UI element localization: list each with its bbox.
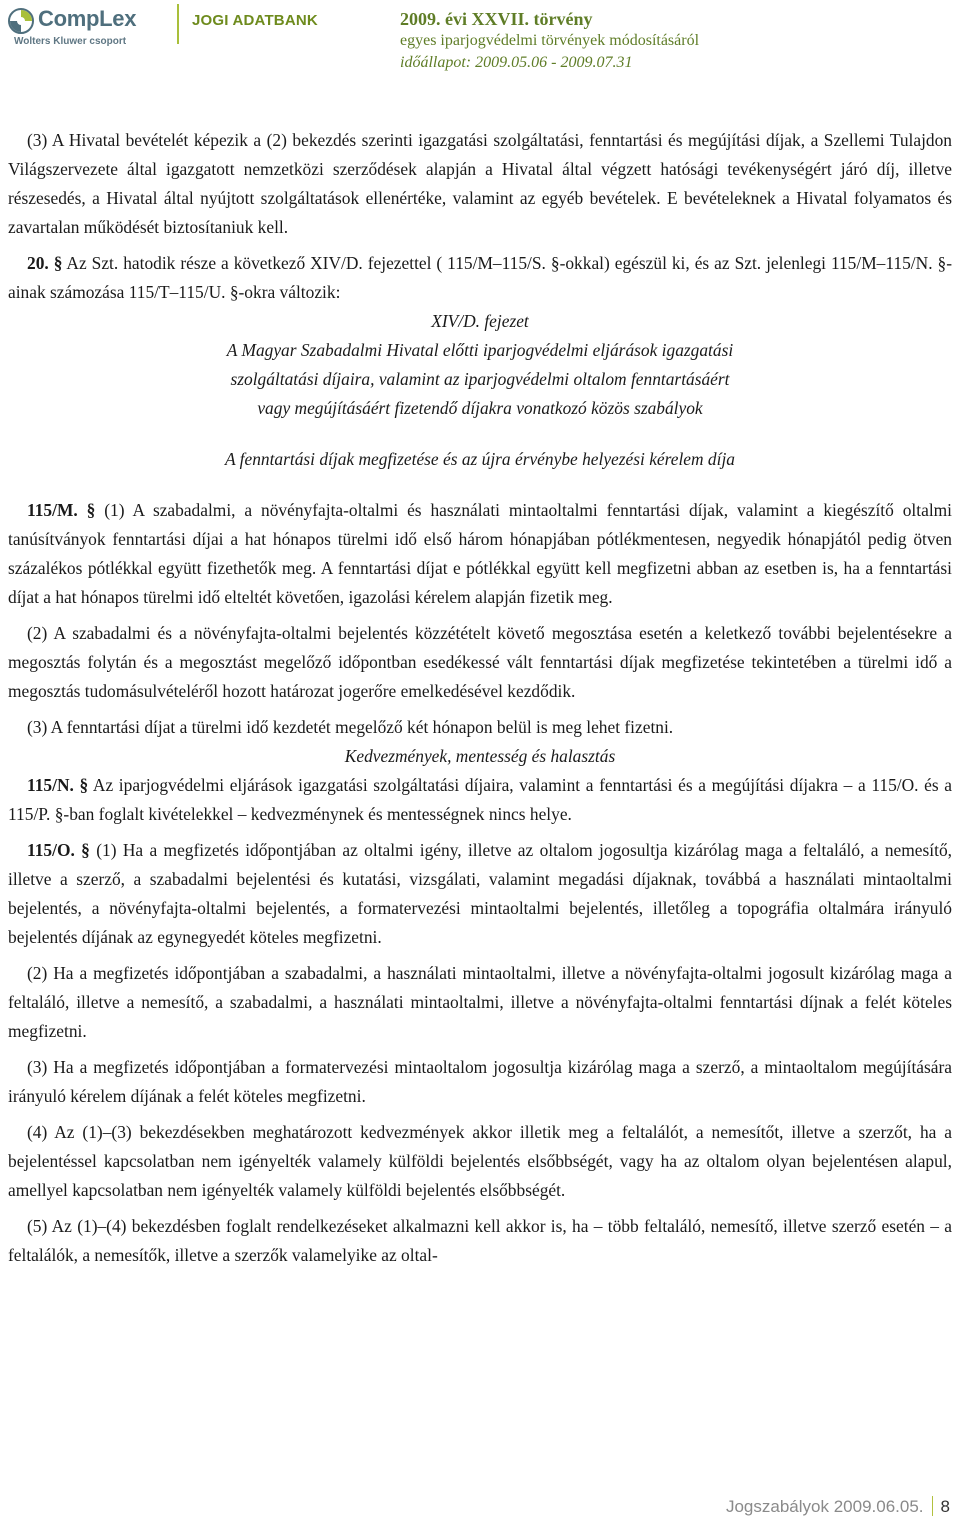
complex-logo-name: CompLex (38, 6, 137, 31)
chapter-title-line-3: vagy megújításáért fizetendő díjakra vonatkozó közös szabályok (257, 398, 703, 418)
section-20-text: Az Szt. hatodik része a következő XIV/D. fejezettel ( 115/M–115/S. §-okkal) egészül ki, és az Szt. jelenlegi 115/M–115/N. §-ainak számozása 115/T–115/U. §-okra változik: (8, 253, 953, 302)
document-subtitle: egyes iparjogvédelmi törvények módosításáról (400, 32, 700, 49)
page-number: 8 (940, 1497, 950, 1516)
document-state-date: időállapot: 2009.05.06 - 2009.07.31 (400, 54, 633, 71)
footer-label: Jogszabályok (725, 1497, 829, 1516)
paragraph-revenue: (3) A Hivatal bevételét képezik a (2) bekezdés szerinti igazgatási szolgáltatási, fenntartási és megújítási díjak, a Szellemi Tulajdon Világszervezete által igazgatott nemzetközi szerződések alapján a Hivatal által végzett hatósági tevékenységért járó díj, illetve részesedés, a Hivatal által nyújtott szolgáltatások ellenértéke, valamint az egyéb bevételek. E bevételeknek a Hivatal folyamatos és zavartalan működését biztosítaniuk kell. (8, 130, 952, 237)
chapter-title-line-1: A Magyar Szabadalmi Hivatal előtti iparjogvédelmi eljárások igazgatási (226, 340, 734, 360)
section-115o-para-5: (5) Az (1)–(4) bekezdésben foglalt rendelkezéseket alkalmazni kell akkor is, ha – több feltaláló, nemesítő, illetve szerző esetén – a feltalálók, a nemesítők, illetve a szerzők valamelyike az oltal- (8, 1216, 952, 1265)
logo-divider (177, 4, 179, 44)
section-115n-text: Az iparjogvédelmi eljárások igazgatási szolgáltatási díjaira, valamint a fenntartási és a megújítási díjakra – a 115/O. és a 115/P. §-ban foglalt kivételekkel – kedvezménynek és mentességnek nincs helye. (8, 775, 952, 824)
section-115o-para-2: (2) Ha a megfizetés időpontjában a szabadalmi, a használati mintaoltalmi, illetve a növényfajta-oltalmi jogosult kizárólag maga a feltaláló, illetve a nemesítő, a szabadalmi, a használati mintaoltalmi, illetve a növényfajta-oltalmi fenntartási díjnak a felét köteles megfizetni. (8, 963, 952, 1041)
section-20-number: 20. § (27, 253, 63, 273)
complex-logo (8, 6, 168, 46)
complex-logo-subtitle: Wolters Kluwer csoport (14, 36, 127, 47)
section-115o-para-4: (4) Az (1)–(3) bekezdésekben meghatározott kedvezmények akkor illetik meg a feltalálót, a nemesítőt, illetve a szerzőt, ha a bejelentéssel kapcsolatban nem igényelték valamely külföldi bejelentés elsőbbségét, vagy ha az oltalom olyan bejelentésen alapul, amellyel kapcsolatban nem igényelték valamely külföldi bejelentés elsőbbségét. (8, 1122, 952, 1200)
document-info (400, 8, 699, 74)
chapter-title-line-2: szolgáltatási díjaira, valamint az iparjogvédelmi oltalom fenntartásáért (230, 369, 730, 389)
page-header (0, 0, 960, 80)
footer-date: 2009.06.05. (833, 1497, 924, 1516)
subheading-maintenance-fees: A fenntartási díjak megfizetése és az újra érvénybe helyezési kérelem díja (225, 449, 735, 469)
section-115o-para-3: (3) Ha a megfizetés időpontjában a formatervezési mintaoltalom jogosultja kizárólag maga a szerző, a mintaoltalom megújítására irányuló kérelem díjának a felét köteles megfizetni. (8, 1057, 952, 1106)
footer-separator (932, 1496, 933, 1516)
section-115o-number: 115/O. § (27, 840, 90, 860)
page-footer (726, 1496, 950, 1517)
section-115m-para-1-text: (1) A szabadalmi, a növényfajta-oltalmi és használati mintaoltalmi fenntartási díjak, valamint a kiegészítő oltalmi tanúsítványok fenntartási díjai a hat hónapos türelmi idő első három hónapjában pótlékmentesen, negyedik hónapjától pedig ötven százalékos pótlékkal együtt fizethetők meg. A fenntartási díjat e pótlékkal együtt kell megfizetni abban az esetben is, ha a fenntartási díjat a hat hónapos türelmi idő elteltét követően, igazolási kérelem alapján fizetik meg. (8, 500, 953, 607)
subheading-discounts: Kedvezmények, mentesség és halasztás (344, 746, 616, 766)
section-115o-para-1 (8, 836, 952, 952)
section-115m-para-2: (2) A szabadalmi és a növényfajta-oltalmi bejelentés közzétételt követő megosztása esetén a keletkező további bejelentésekre a megosztás folytán és a megosztást megelőző időpontban esedékessé vált fenntartási díjak megfizetése tekintetében a türelmi idő a megosztás tudomásulvételéről hozott határozat jogerőre emelkedésével kezdődik. (8, 623, 952, 701)
jogi-adatbank-logo: JOGI ADATBANK (192, 12, 318, 29)
section-115m-para-1 (8, 496, 952, 612)
complex-logo-icon (8, 8, 34, 34)
section-115n-number: 115/N. § (27, 775, 89, 795)
document-body (8, 126, 952, 1270)
section-115m-para-3: (3) A fenntartási díjat a türelmi idő kezdetét megelőző két hónapon belül is meg lehet fizetni. (27, 717, 674, 737)
chapter-number: XIV/D. fejezet (431, 311, 529, 331)
section-115m-number: 115/M. § (27, 500, 96, 520)
section-115o-para-1-text: (1) Ha a megfizetés időpontjában az oltalmi igény, illetve az oltalom jogosultja kizárólag maga a feltaláló, a nemesítő, illetve a szerző, a szabadalmi bejelentési és kutatási, vizsgálati, valamint megadási díjaknak, továbbá a használati mintaoltalmi bejelentés, a növényfajta-oltalmi bejelentés, a formatervezési mintaoltalmi bejelentés, illetőleg a topográfia oltalmára irányuló bejelentés díjának az egynegyedét köteles megfizetni. (8, 840, 952, 947)
section-20 (8, 249, 952, 307)
document-title: 2009. évi XXVII. törvény (400, 9, 593, 29)
section-115n (8, 771, 952, 829)
